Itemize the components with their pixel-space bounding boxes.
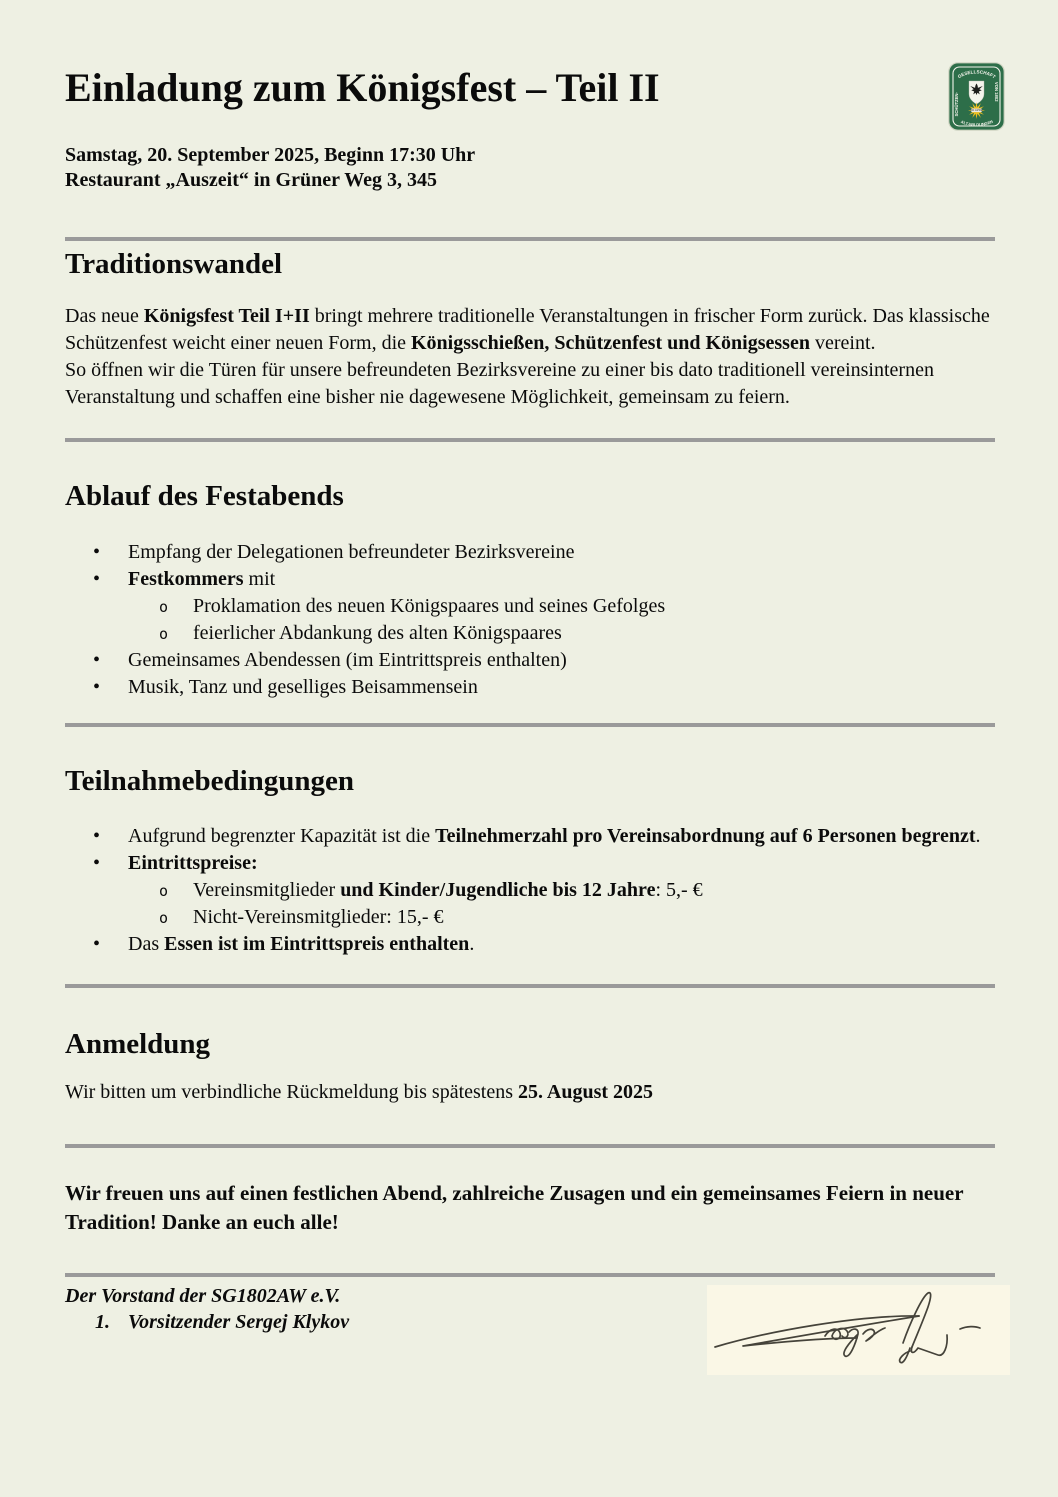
list-item bbox=[65, 931, 995, 958]
text-run: . bbox=[469, 933, 475, 955]
text-run: mit bbox=[243, 568, 276, 590]
section-anmeldung bbox=[65, 1028, 995, 1106]
agenda-list bbox=[65, 539, 995, 701]
bold-text-run: Wir freuen uns auf einen festlichen Abend, zahlreiche Zusagen und ein gemeinsames Feiern in neuer Tradition! Danke an euch alle! bbox=[65, 1181, 964, 1234]
signature-image bbox=[707, 1285, 1010, 1375]
text-run: Empfang der Delegationen befreundeter Bezirksvereine bbox=[128, 541, 575, 563]
emblem-banner-text: 200 JAHRE bbox=[970, 110, 983, 113]
bullet-icon: • bbox=[93, 676, 101, 698]
section-teilnahme bbox=[65, 765, 995, 958]
bullet-icon: • bbox=[93, 541, 101, 563]
list-item-text bbox=[128, 674, 995, 701]
bullet-icon: o bbox=[159, 625, 169, 643]
list-item bbox=[65, 674, 995, 701]
handwritten-signature-strokes bbox=[707, 1285, 1010, 1375]
text-run: Wir bitten um verbindliche Rückmeldung bis spätestens bbox=[65, 1081, 518, 1103]
text-run: Proklamation des neuen Königspaares und seines Gefolges bbox=[193, 595, 666, 617]
event-details bbox=[65, 143, 995, 193]
section-divider bbox=[65, 1273, 995, 1277]
signature-block bbox=[65, 1283, 995, 1335]
bold-text-run: Königsschießen, Schützenfest und Königsessen bbox=[411, 332, 810, 354]
bold-text-run: Essen ist im Eintrittspreis enthalten bbox=[164, 933, 470, 955]
text-run: Das bbox=[128, 933, 165, 955]
club-emblem-logo bbox=[948, 62, 1005, 131]
bullet-icon: o bbox=[159, 909, 169, 927]
section-divider bbox=[65, 237, 995, 241]
traditionswandel-paragraph-2 bbox=[65, 357, 997, 411]
section-traditionswandel bbox=[65, 248, 995, 411]
signature-org-line: Der Vorstand der SG1802AW e.V. bbox=[65, 1285, 341, 1307]
section-divider bbox=[65, 438, 995, 442]
list-number: 1. bbox=[95, 1311, 110, 1333]
list-item bbox=[128, 593, 995, 620]
list-item bbox=[128, 620, 995, 647]
emblem-text-top: GESELLSCHAFT bbox=[956, 69, 997, 80]
event-location-line: Restaurant „Auszeit“ in Grüner Weg 3, 345 bbox=[65, 169, 438, 191]
bold-text-run: Festkommers bbox=[128, 568, 244, 590]
list-item-text bbox=[128, 566, 995, 593]
bold-text-run: Eintrittspreise: bbox=[128, 852, 258, 874]
section-heading-teilnahme: Teilnahmebedingungen bbox=[65, 765, 355, 797]
conditions-list bbox=[65, 823, 995, 958]
section-ablauf bbox=[65, 480, 995, 701]
list-item bbox=[65, 823, 995, 850]
traditionswandel-paragraph-1 bbox=[65, 303, 997, 357]
text-run: . bbox=[975, 825, 981, 847]
bold-text-run: und Kinder/Jugendliche bis 12 Jahre bbox=[340, 879, 656, 901]
emblem-text-right: VON 1802 bbox=[994, 81, 1000, 102]
signature-role-text: Vorsitzender Sergej Klykov bbox=[128, 1311, 350, 1333]
list-item-text bbox=[193, 593, 995, 620]
bold-text-run: 25. August 2025 bbox=[518, 1081, 654, 1103]
list-item bbox=[128, 877, 995, 904]
section-heading-ablauf: Ablauf des Festabends bbox=[65, 480, 344, 512]
bold-text-run: Königsfest Teil I+II bbox=[143, 305, 310, 327]
sub-list bbox=[128, 877, 995, 931]
text-run: vereint. bbox=[809, 332, 876, 354]
page-title: Einladung zum Königsfest – Teil II bbox=[65, 65, 660, 110]
list-item-text bbox=[193, 877, 995, 904]
bullet-icon: o bbox=[159, 882, 169, 900]
emblem-text-bottom: ALT-WILDUNGEN bbox=[960, 118, 994, 128]
list-item bbox=[65, 647, 995, 674]
event-date-line: Samstag, 20. September 2025, Beginn 17:30 Uhr bbox=[65, 144, 476, 166]
text-run: Vereinsmitglieder bbox=[193, 879, 341, 901]
text-run: Nicht-Vereinsmitglieder: 15,- € bbox=[193, 906, 444, 928]
list-item-text bbox=[193, 904, 995, 931]
text-run: Gemeinsames Abendessen (im Eintrittspreis enthalten) bbox=[128, 649, 567, 671]
text-run: feierlicher Abdankung des alten Königspaares bbox=[193, 622, 562, 644]
text-run: So öffnen wir die Türen für unsere befreundeten Bezirksvereine zu einer bis dato traditionell vereinsinternen Veranstaltung und schaffen eine bisher nie dagewesene Möglichkeit, gemeinsam zu feiern. bbox=[65, 359, 934, 408]
list-item-text bbox=[128, 823, 995, 850]
bullet-icon: • bbox=[93, 825, 101, 847]
svg-text:VON 1802 bbox=[994, 82, 999, 102]
text-run: : 5,- € bbox=[655, 879, 703, 901]
anmeldung-paragraph bbox=[65, 1079, 997, 1106]
section-heading-anmeldung: Anmeldung bbox=[65, 1028, 211, 1060]
text-run: bringt mehrere traditionelle Veranstaltungen in frischer Form zurück. Das klassische Schützenfest weicht einer neuen Form, die bbox=[65, 305, 990, 354]
text-run: Das neue bbox=[65, 305, 144, 327]
list-item-text bbox=[128, 539, 995, 566]
emblem-text-left: SCHÜTZEN- bbox=[954, 92, 960, 117]
list-item bbox=[65, 566, 995, 647]
section-heading-traditionswandel: Traditionswandel bbox=[65, 248, 283, 280]
closing-statement bbox=[65, 1179, 995, 1237]
list-item bbox=[65, 539, 995, 566]
list-item-text bbox=[193, 620, 995, 647]
sub-list bbox=[128, 593, 995, 647]
list-item-text bbox=[128, 931, 995, 958]
bullet-icon: • bbox=[93, 852, 101, 874]
bullet-icon: • bbox=[93, 933, 101, 955]
bullet-icon: • bbox=[93, 649, 101, 671]
bullet-icon: • bbox=[93, 568, 101, 590]
svg-text:SCHÜTZEN- bbox=[954, 92, 959, 117]
text-run: Aufgrund begrenzter Kapazität ist die bbox=[128, 825, 436, 847]
bold-text-run: Teilnehmerzahl pro Vereinsabordnung auf 6 Personen begrenzt bbox=[435, 825, 976, 847]
list-item-text bbox=[128, 647, 995, 674]
section-divider bbox=[65, 1144, 995, 1148]
section-divider bbox=[65, 984, 995, 988]
section-divider bbox=[65, 723, 995, 727]
list-item bbox=[128, 904, 995, 931]
text-run: Musik, Tanz und geselliges Beisammensein bbox=[128, 676, 478, 698]
bullet-icon: o bbox=[159, 598, 169, 616]
list-item bbox=[65, 850, 995, 931]
list-item-text bbox=[128, 850, 995, 877]
